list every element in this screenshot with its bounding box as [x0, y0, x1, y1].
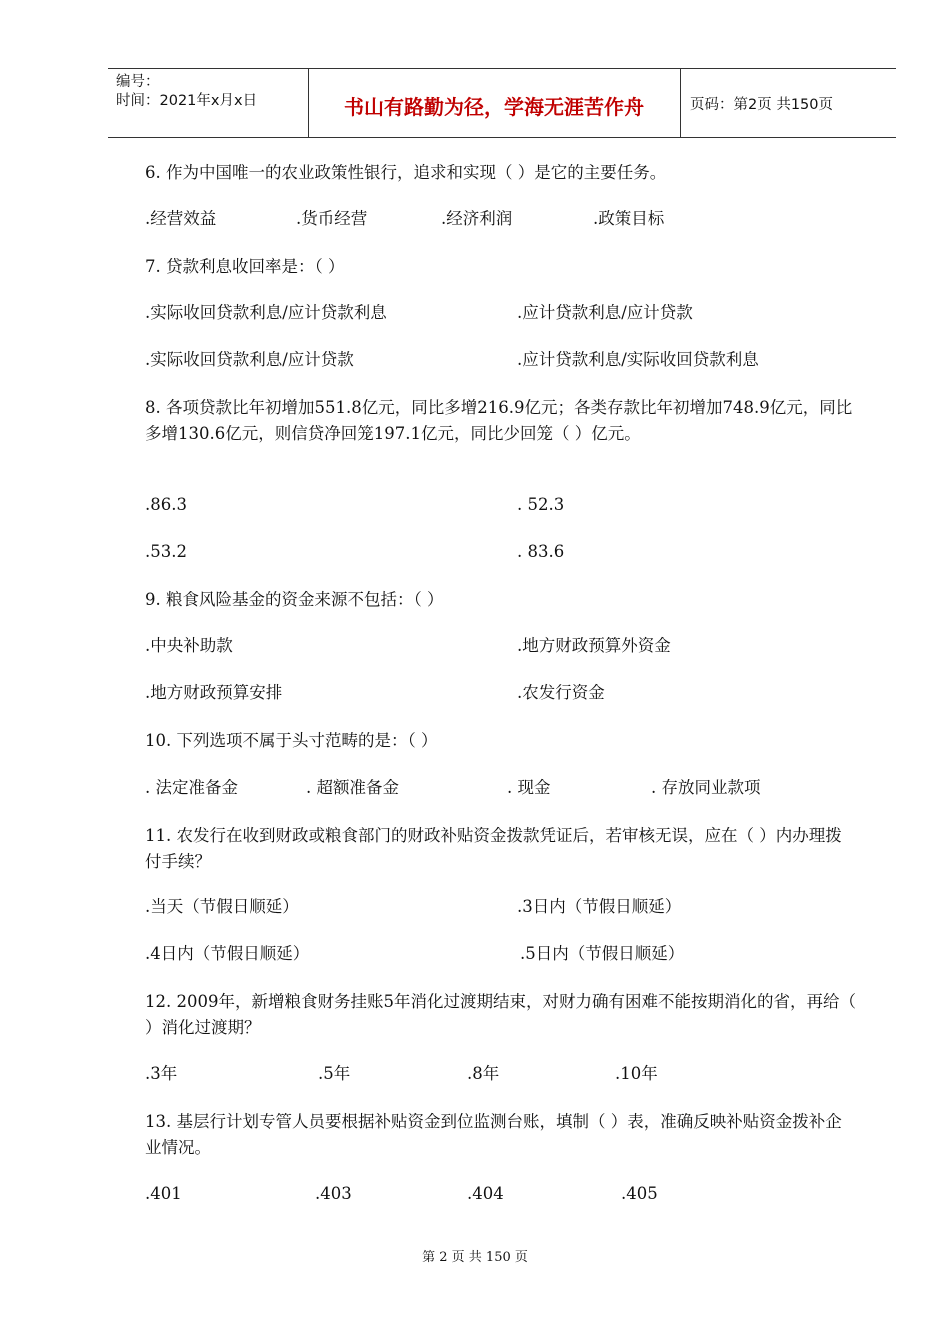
header-divider [680, 69, 681, 137]
option: .经济利润 [441, 209, 513, 228]
question-stem: 7. 贷款利息收回率是：（ ） [145, 257, 345, 276]
option: .实际收回贷款利息/应计贷款 [145, 350, 354, 369]
option: . 存放同业款项 [651, 778, 761, 797]
option: .4日内（节假日顺延） [145, 944, 310, 963]
option: .403 [315, 1184, 352, 1203]
question-stem: 9. 粮食风险基金的资金来源不包括：（ ） [145, 590, 444, 609]
question-stem: 10. 下列选项不属于头寸范畴的是：（ ） [145, 731, 438, 750]
option: .3年 [145, 1064, 178, 1083]
option: .8年 [467, 1064, 500, 1083]
option: .405 [621, 1184, 658, 1203]
option: .86.3 [145, 495, 187, 514]
option: .53.2 [145, 542, 187, 561]
question-stem: 12. 2009年，新增粮食财务挂账5年消化过渡期结束，对财力确有困难不能按期消化的省，再给（ ）消化过渡期？ [145, 992, 856, 1037]
question-stem: 6. 作为中国唯一的农业政策性银行，追求和实现（ ）是它的主要任务。 [145, 163, 667, 182]
option: .404 [467, 1184, 504, 1203]
header-page-info: 页码：第2页 共150页 [690, 97, 834, 113]
question-stem: 13. 基层行计划专管人员要根据补贴资金到位监测台账，填制（ ）表，准确反映补贴资金拨补企业情况。 [145, 1112, 842, 1157]
option: .10年 [615, 1064, 658, 1083]
option: .货币经营 [296, 209, 368, 228]
option: .中央补助款 [145, 636, 233, 655]
option: . 现金 [507, 778, 551, 797]
option: .农发行资金 [517, 683, 605, 702]
option: .401 [145, 1184, 182, 1203]
option: . 83.6 [517, 542, 565, 561]
serial-label: 编号： [116, 74, 160, 90]
page-footer: 第 2 页 共 150 页 [422, 1250, 528, 1265]
option: .3日内（节假日顺延） [517, 897, 682, 916]
question-stem: 11. 农发行在收到财政或粮食部门的财政补贴资金拨款凭证后，若审核无误，应在（ ）内办理拨付手续？ [145, 826, 842, 871]
option: .应计贷款利息/实际收回贷款利息 [517, 350, 759, 369]
option: .5年 [318, 1064, 351, 1083]
option: .地方财政预算外资金 [517, 636, 671, 655]
option: .经营效益 [145, 209, 217, 228]
option: .5日内（节假日顺延） [520, 944, 685, 963]
option: .实际收回贷款利息/应计贷款利息 [145, 303, 387, 322]
option: . 52.3 [517, 495, 565, 514]
option: .当天（节假日顺延） [145, 897, 299, 916]
option: .应计贷款利息/应计贷款 [517, 303, 693, 322]
page-header [108, 68, 896, 138]
question-stem: 8. 各项贷款比年初增加551.8亿元，同比多增216.9亿元；各类存款比年初增加748.9亿元，同比多增130.6亿元，则信贷净回笼197.1亿元，同比少回笼（ ）亿元。 [145, 398, 853, 443]
option: . 法定准备金 [145, 778, 238, 797]
option: .地方财政预算安排 [145, 683, 283, 702]
header-meta [116, 73, 257, 111]
time-label: 时间：2021年x月x日 [116, 93, 258, 109]
option: .政策目标 [593, 209, 665, 228]
header-motto: 书山有路勤为径，学海无涯苦作舟 [344, 95, 644, 119]
option: . 超额准备金 [306, 778, 399, 797]
